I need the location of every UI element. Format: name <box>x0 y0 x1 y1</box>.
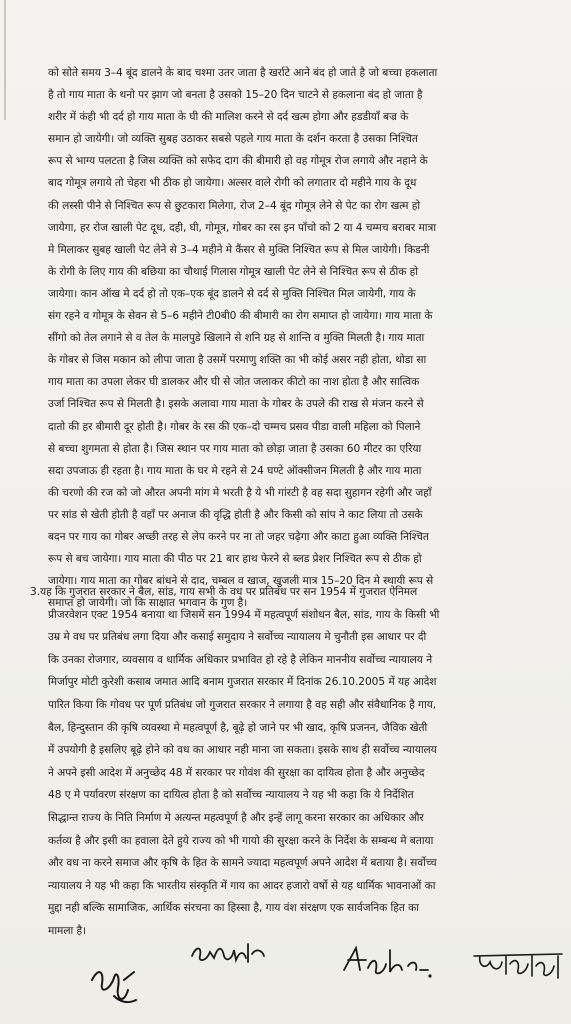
text-line: गाय माता का उपला लेकर घी डालकर और घी से जोत जलाकर कीटो का नाश होता है और सात्विक <box>48 376 420 389</box>
text-line: सींगो को तेल लगाने से व तेल के मालपुडे खिलाने से शनि ग्रह से शान्ति व मुक्ति मिलती है। गाय माता <box>48 332 425 345</box>
text-line: में उपयोगी है इसलिए बूढ़े होने को वध का आधार नही माना जा सकता। इसके साथ ही सर्वोच्च न्यायालय <box>48 744 437 757</box>
text-line: न्यायालय ने यह भी कहा कि भारतीय संस्कृति में गाय का आदर हजारो वर्षो से यह धार्मिक भावनाओं का <box>48 879 436 892</box>
text-line: कर्तव्य है और इसी का हवाला देते हुये राज्य को भी गायो की सुरक्षा करने के निर्देश के सम्बन्ध मे बताया <box>48 834 434 847</box>
paragraph-3 <box>30 581 558 943</box>
text-line: कि उनका रोजगार, व्यवसाय व धार्मिक अधिकार प्रभावित हो रहे है लेकिन माननीय सर्वोच्च न्यायालय ने <box>48 653 433 666</box>
text-line: बैल, हिन्दुस्तान की कृषि व्यवस्था मे महत्वपूर्ण है, बूढ़े हो जाने पर भी खाद, कृषि प्रजनन, जैविक खेती <box>48 721 428 734</box>
text-line: से बच्चा शुगमता से होता है। जिस स्थान पर गाय माता को छोड़ा जाता है उसका 60 मीटर का एरिया <box>48 442 422 455</box>
text-line: की लस्सी पीने से निश्चित रूप से छुटकारा मिलेगा, रोज 2–4 बूंद गोमूत्र लेने से पेट का रोग खत्म हो <box>48 199 421 212</box>
text-line: सदा उपजाऊ ही रहता है। गाय माता के घर मे रहने से 24 घण्टे ऑक्सीजन मिलती है और गाय माता <box>48 464 422 477</box>
text-line: जायेगा। गाय माता का गोबर बांधने से दाद, चम्बल व खाज, खुजली मात्र 15–20 दिन मे स्थायी रूप से <box>48 575 434 588</box>
text-line: की चरणो की रज को जो औरत अपनी मांग मे भरती है ये भी गांरटी है वह सदा सुहागन रहेगी और जहाँ <box>48 486 432 499</box>
text-line: जायेगा, हर रोज खाली पेट दूध, दही, घी, गोमूत्र, गोबर का रस इन पाँचो को 2 या 4 चम्मच बराबर मात्रा <box>48 221 437 234</box>
text-line: को सोते समय 3–4 बूंद डालने के बाद चश्मा उतर जाता है खर्राटे आने बंद हो जाते है जो बच्चा हकलाता <box>48 67 438 79</box>
text-line: है तो गाय माता के थनो पर झाग जो बनता है उसको 15–20 दिन चाटने से हकलाना बंद हो जाता है <box>48 89 423 102</box>
text-line: मामला है। <box>48 924 87 937</box>
signature-3 <box>338 940 434 988</box>
text-line: प्रीजरवेशन एक्ट 1954 बनाया था जिसमें सन 1994 में महत्वपूर्ण संशोधन बैल, सांड, गाय के किसी भी <box>48 608 440 621</box>
signature-4 <box>470 944 566 988</box>
text-line: बाद गोमूत्र लगाये तो चेहरा भी ठीक हो जायेगा। अल्सर वाले रोगी को लगातार दो महीने गाय के दूध <box>48 177 417 190</box>
text-line: मे मिलाकर सुबह खाली पेट लेने से 3–4 महीने मे कैंसर से मुक्ति निश्चित रूप से मिल जायेगी। किडनी <box>48 243 430 256</box>
text-line: ने अपने इसी आदेश में अनुच्छेद 48 में सरकार पर गोवंश की सुरक्षा का दायित्व होता है और अनुच्छेद <box>48 766 425 779</box>
signature-1 <box>84 950 144 1010</box>
text-line: पर सांड से खेती होती है वहाँ पर अनाज की वृद्धि होती है और किसी को सांप ने काट लिया तो उसके <box>48 508 423 521</box>
text-line: के रोगी के लिए गाय की बछिया का चौथाई गिलास गोमूत्र खाली पेट लेने से निश्चित रूप से ठीक हो <box>48 265 418 278</box>
page-edge-shadow <box>4 0 6 120</box>
text-line: उम्र मे वध पर प्रतिबंध लगा दिया और कसाई समुदाय ने सर्वोच्च न्यायालय मे चुनौती इस आधार पर दी <box>48 631 427 644</box>
text-line: समान हो जायेगी। जो व्यक्ति सुबह उठाकर सबसे पहले गाय माता के दर्शन करता है उसका निश्चित <box>48 133 418 146</box>
text-line: रूप से बच जायेगा। गाय माता की पीठ पर 21 बार हाथ फेरने से ब्लड प्रेशर निश्चित रूप से ठीक हो <box>48 553 422 566</box>
signature-row <box>0 930 571 1020</box>
signature-2 <box>188 932 268 972</box>
text-line: 3.यह कि गुजरात सरकार ने बैल, सांड, गाय सभी के वध पर प्रतिबंध पर सन 1954 में गुजरात ऐनिमल <box>30 586 418 598</box>
text-line: 48 ए मे पर्यावरण संरक्षण का दायित्व होता है को सर्वोच्च न्यायालय ने यह भी कहा कि ये निर्देशित <box>48 789 414 802</box>
text-line: रूप से भाग्य पलटता है जिस व्यक्ति को सफेद दाग की बीमारी हो वह गोमूत्र रोज लगाये और नहाने के <box>48 155 428 168</box>
text-line: संग रहने व गोमूत्र के सेवन से 5–6 महीने टी0बी0 की बीमारी का रोग समाप्त हो जायेगा। गाय माता के <box>48 310 433 323</box>
text-line: मिर्जापुर मोटी कुरेशी कसाब जमात आदि बनाम गुजरात सरकार में दिनांक 26.10.2005 में यह आदेश <box>48 676 437 689</box>
text-line: सिद्धान्त राज्य के निति निर्माण मे अत्यन्त महत्वपूर्ण है और इन्हें लागू करना सरकार का अधिकार और <box>48 811 424 824</box>
paragraph-continuation <box>48 62 554 614</box>
text-line: पारित किया कि गोवध पर पूर्ण प्रतिबंध जो गुजरात सरकार ने लगाया है वह सही और संवैधानिक है गाय, <box>48 698 437 711</box>
text-line: के गोबर से जिस मकान को लीपा जाता है उसमें परमाणु शक्ति का भी कोई असर नही होता, थोडा सा <box>48 354 427 367</box>
text-line: बदन पर गाय का गोबर अच्छी तरह से लेप करने पर ना तो जहर चढ़ेगा और काटा हुआ व्यक्ति निश्चित <box>48 530 429 543</box>
text-line: उर्जा निश्चित रूप से मिलती है। इसके अलावा गाय माता के गोबर के उपले की राख से मंजन करने से <box>48 398 424 411</box>
text-line: दातो की हर बीमारी दूर होती है। गोबर के रस की एक–दो चम्मच प्रसव पीडा वाली महिला को पिलाने <box>48 420 421 433</box>
text-line: मुद्दा नही बल्कि सामाजिक, आर्थिक संरचना का हिस्सा है, गाय वंश संरक्षण एक सार्वजनिक हित का <box>48 902 419 915</box>
text-line: समाप्त हो जायेगी। जो कि साक्षात भगवान के गुण है। <box>48 597 248 610</box>
text-line: जायेगा। कान ऑख मे दर्द हो तो एक–एक बूंद डालने से दर्द से मुक्ति निश्चित मिल जायेगी, गाय के <box>48 287 416 300</box>
text-line: और वध ना करने समाज और कृषि के हित के सामने ज्यादा महत्वपूर्ण अपने आदेश में बताया है। सर्वोच्च <box>48 857 437 870</box>
text-line: शरीर में कंही भी दर्द हो गाय माता के घी की मालिश करने से दर्द खत्म होगा और हडडीयाँ बज्र के <box>48 111 409 124</box>
